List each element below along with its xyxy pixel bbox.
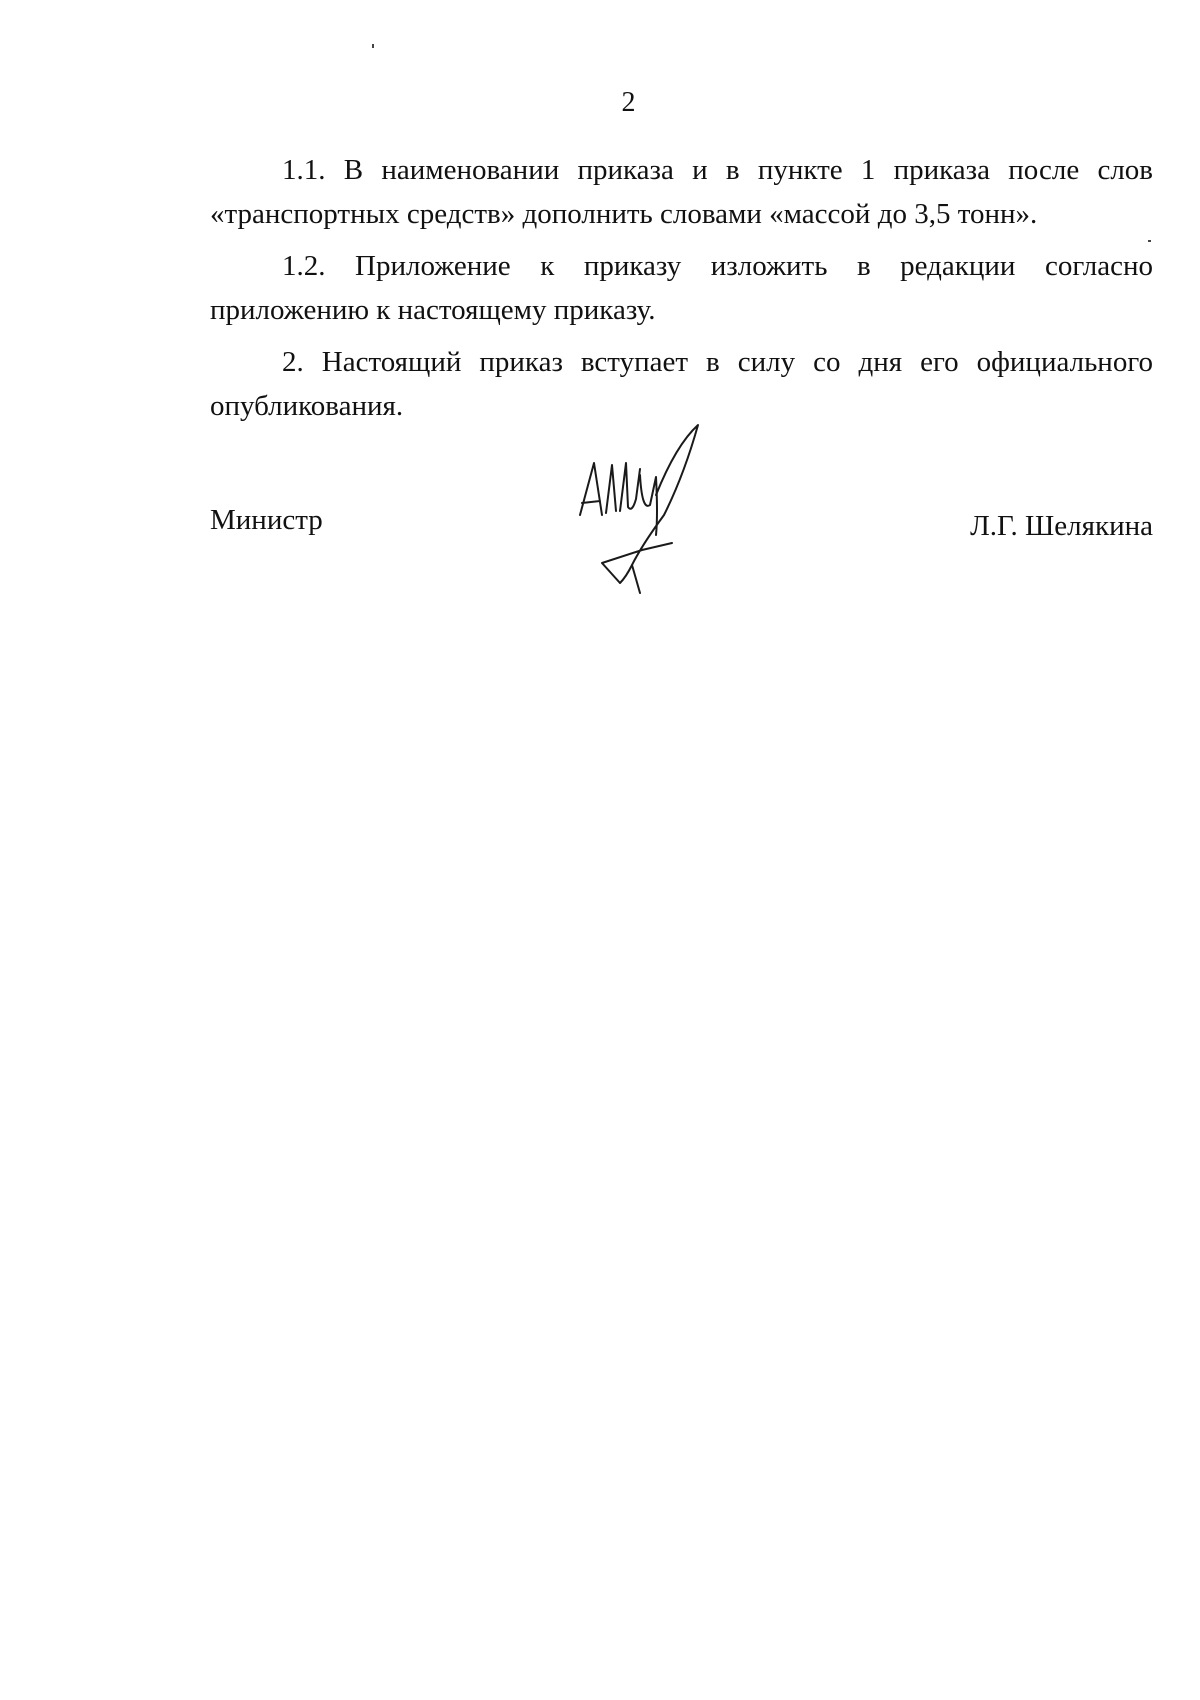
- scan-speck: [372, 44, 374, 48]
- paragraph-1-1: 1.1. В наименовании приказа и в пункте 1 приказа после слов «транспортных средств» дополнить словами «массой до 3,5 тонн».: [210, 154, 1153, 230]
- page-number: 2: [621, 87, 636, 118]
- paragraph-2: 2. Настоящий приказ вступает в силу со дня его официального опубликования.: [210, 346, 1153, 422]
- handwritten-signature: [572, 415, 722, 595]
- signatory-title: Министр: [210, 504, 323, 536]
- paragraph-1-2: 1.2. Приложение к приказу изложить в редакции согласно приложению к настоящему приказу.: [210, 250, 1153, 326]
- signatory-name: Л.Г. Шелякина: [970, 510, 1153, 542]
- document-body: [210, 148, 1153, 436]
- signature-block: [210, 480, 1153, 600]
